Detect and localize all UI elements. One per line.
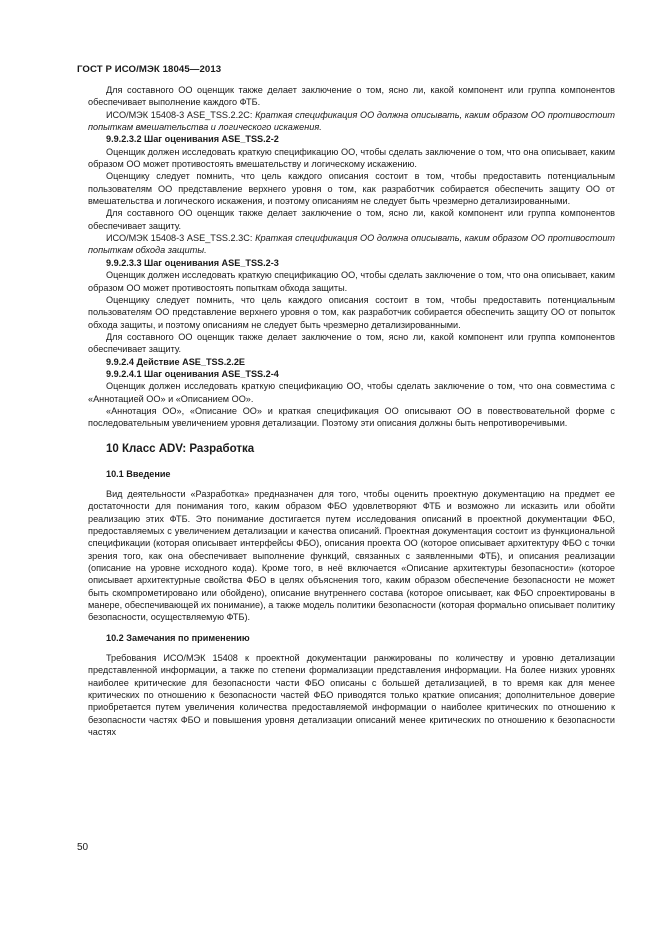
body-paragraph: Для составного ОО оценщик также делает заключение о том, ясно ли, какой компонент или группа компонентов обеспечивает выполнение каждого ФТБ. (88, 85, 615, 108)
requirement-text: Краткая спецификация ОО должна описывать, каким образом ОО противостоит попыткам обхода защиты. (88, 233, 615, 256)
requirement-paragraph (88, 232, 615, 257)
requirement-text: Краткая спецификация ОО должна описывать, каким образом ОО противостоит попыткам вмешательства и логического искажения. (88, 109, 615, 133)
body-paragraph: Оценщик должен исследовать краткую спецификацию ОО, чтобы сделать заключение о том, что она описывает, каким образом ОО может противостоять попыткам обхода защиты. (88, 270, 615, 293)
subsection-heading: 10.1 Введение (106, 468, 171, 479)
page-number: 50 (77, 842, 89, 853)
body-paragraph: Для составного ОО оценщик также делает заключение о том, ясно ли, какой компонент или группа компонентов обеспечивает защиту. (88, 331, 615, 355)
body-paragraph: Требования ИСО/МЭК 15408 к проектной документации ранжированы по количеству и уровню детализации представленной информации, а также по степени формализации представления информации. На более низких уровнях наиболее критические для безопасности части ФБО описаны с большей детализацией, в то время как для менее критических по отношению к безопасности частей ФБО приводятся только краткие описания; дополнительное доверие приобретается путем увеличения количества предоставляемой информации о наиболее критических по отношению к безопасности частях ФБО и повышения уровня детализации описаний менее критических по отношению к безопасности частях (88, 653, 615, 738)
running-header: ГОСТ Р ИСО/МЭК 18045—2013 (77, 64, 222, 75)
body-paragraph: Оценщик должен исследовать краткую спецификацию ОО, чтобы сделать заключение о том, что она описывает, каким образом ОО может противостоять вмешательству и логическому искажению. (88, 146, 615, 170)
requirement-reference: ИСО/МЭК 15408-3 ASE_TSS.2.3С: (106, 233, 256, 244)
body-paragraph: Оценщику следует помнить, что цель каждого описания состоит в том, чтобы предоставить потенциальным пользователям ОО представление верхнего уровня о том, как разработчик собирается обеспечить защиту ОО от вмешательства и логического искажения, и поэтому описаниям не следует быть чрезмерно детализированными. (88, 171, 615, 207)
evaluation-step-heading: 9.9.2.3.3 Шаг оценивания ASE_TSS.2-3 (106, 257, 279, 268)
body-paragraph: Для составного ОО оценщик также делает заключение о том, ясно ли, какой компонент или группа компонентов обеспечивает защиту. (88, 208, 615, 231)
requirement-reference: ИСО/МЭК 15408-3 ASE_TSS.2.2С: (106, 109, 256, 120)
evaluation-step-heading: 9.9.2.3.2 Шаг оценивания ASE_TSS.2-2 (106, 134, 279, 145)
evaluation-step-heading: 9.9.2.4.1 Шаг оценивания ASE_TSS.2-4 (106, 368, 279, 379)
subsection-heading: 10.2 Замечания по применению (106, 632, 250, 643)
body-paragraph: «Аннотация ОО», «Описание ОО» и краткая спецификация ОО описывают ОО в повествовательной форме с последовательным увеличением уровня детализации. Поэтому эти описания должны быть непротиворечивыми. (88, 405, 615, 429)
evaluation-step-heading: 9.9.2.4 Действие ASE_TSS.2.2E (106, 356, 246, 367)
body-paragraph: Оценщику следует помнить, что цель каждого описания состоит в том, чтобы предоставить потенциальным пользователям ОО представление верхнего уровня о том, как разработчик собирается обеспечить защиту ОО от попыток обхода защиты, и поэтому описаниям не следует быть чрезмерно детализированными. (88, 294, 615, 330)
page-body (88, 84, 615, 739)
body-paragraph: Вид деятельности «Разработка» предназначен для того, чтобы оценить проектную документацию на предмет ее достаточности для понимания того, каким образом ФБО удовлетворяют ФТБ и возможно ли исказить или обойти реализацию этих ФТБ. Это понимание достигается путем исследования описаний в проектной документации ФБО, предоставляемых с увеличением детализации и качества описаний. Проектная документация состоит из функциональной спецификации (которая описывает интерфейсы ФБО), описания проекта ОО (которое описывает архитектуру ФБО с точки зрения того, как она обеспечивает выполнение функций, связанных с заявленными ФТБ), и описания реализации (описание на уровне исходного кода). Кроме того, в неё включается «Описание архитектуры безопасности» (которое описывает архитектурные свойства ФБО в целях объяснения того, каким образом обеспечение безопасности не может быть скомпрометировано или обойдено), описание внутреннего состава (которое описывает, как ФБО спроектированы в манере, обеспечивающей их понимание), а также модель политики безопасности (которая формально описывает политику безопасности, осуществляемую ФТБ). (88, 488, 615, 623)
requirement-paragraph (88, 109, 615, 134)
section-heading: 10 Класс ADV: Разработка (106, 442, 255, 455)
body-paragraph: Оценщик должен исследовать краткую спецификацию ОО, чтобы сделать заключение о том, что она совместима с «Аннотацией ОО» и «Описанием ОО». (88, 381, 615, 404)
